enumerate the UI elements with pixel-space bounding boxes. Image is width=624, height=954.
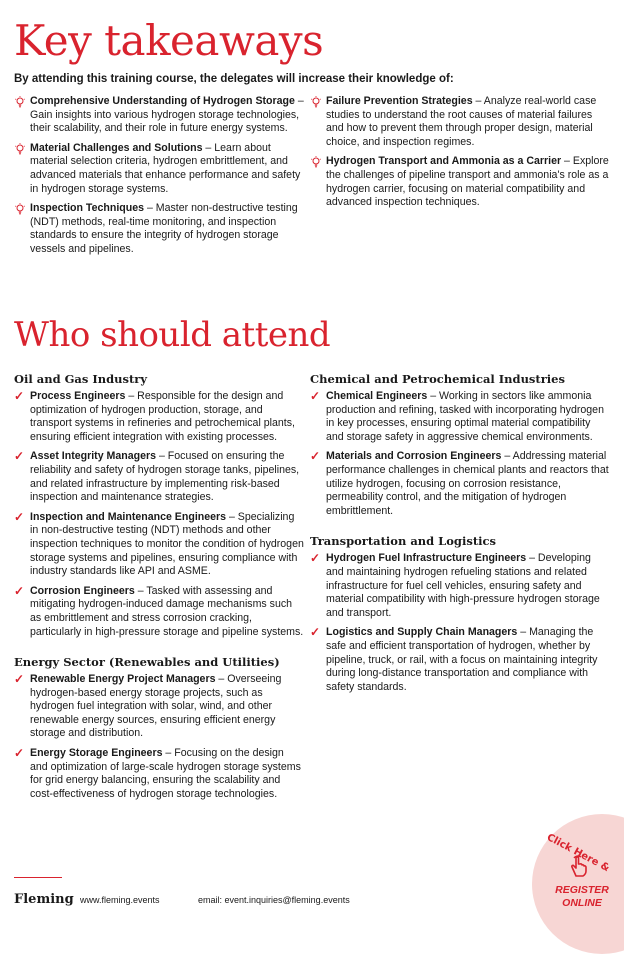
attend-right-column	[310, 372, 610, 700]
group-spacer	[14, 645, 304, 655]
audience-description: – Working in sectors like ammonia production and refining, tasked with incorporating hydrogen in key processes, ensuring optimal material compatibility and storage safety in aggressive chemical environments.	[326, 390, 604, 443]
takeaway-heading: Hydrogen Transport and Ammonia as a Carrier	[326, 155, 562, 168]
takeaways-intro: By attending this training course, the delegates will increase their knowledge of:	[14, 73, 454, 85]
takeaway-text: – Explore the challenges of pipeline transport and ammonia's role as a hydrogen carrier, focusing on material compatibility and advanced inspection techniques.	[326, 155, 609, 209]
takeaways-list-right	[310, 95, 610, 210]
audience-role: Corrosion Engineers	[30, 584, 135, 597]
audience-description: – Developing and maintaining hydrogen refueling stations and related infrastructure for fuel cell vehicles, ensuring safety and material compatibility with high-pressure hydrogen storage and transport.	[326, 552, 600, 619]
audience-item	[310, 450, 610, 518]
audience-role: Inspection and Maintenance Engineers	[30, 510, 227, 523]
takeaway-item	[14, 202, 304, 256]
footer-divider	[14, 877, 62, 878]
checkmark-icon: ✓	[310, 389, 321, 403]
attend-left-column	[14, 372, 304, 807]
takeaways-list-left	[14, 95, 304, 257]
audience-list	[310, 552, 610, 694]
takeaway-heading: Failure Prevention Strategies	[326, 95, 473, 107]
takeaway-heading: Material Challenges and Solutions	[30, 141, 203, 154]
lightbulb-icon	[15, 143, 25, 155]
audience-role: Process Engineers	[30, 390, 126, 402]
website-link[interactable]: www.fleming.events	[80, 895, 160, 905]
checkmark-icon: ✓	[14, 746, 25, 761]
audience-role: Renewable Energy Project Managers	[30, 673, 216, 686]
lightbulb-icon	[311, 96, 321, 108]
audience-role: Asset Integrity Managers	[30, 450, 156, 463]
audience-item	[14, 673, 304, 741]
checkmark-icon: ✓	[310, 449, 321, 464]
key-takeaways-title: Key takeaways	[14, 16, 324, 65]
audience-description: – Overseeing hydrogen-based energy storage projects, such as hydrogen fuel integration with solar, wind, and other renewable energy sources, ensuring efficient energy storage and distribution.	[30, 673, 282, 740]
pointer-hand-icon	[568, 854, 592, 878]
audience-item	[14, 585, 304, 639]
audience-item	[14, 390, 304, 444]
takeaway-item	[14, 95, 304, 136]
takeaway-text: – Master non-destructive testing (NDT) methods, real-time monitoring, and inspection standards to ensure the integrity of hydrogen storage vessels and pipelines.	[30, 202, 298, 255]
audience-item	[14, 450, 304, 504]
audience-item	[14, 747, 304, 801]
takeaway-text: – Learn about material selection criteria, hydrogen embrittlement, and advanced materials that enhance performance and safety in hydrogen storage systems.	[30, 141, 301, 195]
audience-item	[14, 511, 304, 579]
audience-description: – Responsible for the design and optimization of hydrogen production, storage, and transport systems in refineries and petrochemical plants, ensuring efficient integration with existing processes.	[30, 390, 295, 443]
takeaway-item	[310, 155, 610, 209]
checkmark-icon: ✓	[310, 551, 321, 566]
lightbulb-icon	[15, 203, 25, 215]
audience-role: Energy Storage Engineers	[30, 747, 163, 760]
register-online-label: REGISTER ONLINE	[555, 884, 609, 909]
fleming-logo: Fleming	[14, 892, 74, 907]
audience-item	[310, 390, 610, 444]
click-here-label: Click Here &	[544, 832, 612, 875]
audience-group-heading: Energy Sector (Renewables and Utilities)	[14, 655, 280, 670]
group-spacer	[310, 524, 610, 534]
lightbulb-icon	[15, 96, 25, 108]
checkmark-icon: ✓	[14, 672, 25, 687]
audience-group-heading: Oil and Gas Industry	[14, 372, 148, 386]
audience-list	[310, 390, 610, 518]
takeaway-heading: Inspection Techniques	[30, 202, 144, 215]
takeaway-heading: Comprehensive Understanding of Hydrogen Storage	[30, 95, 295, 107]
checkmark-icon: ✓	[14, 389, 25, 403]
audience-item	[310, 552, 610, 620]
lightbulb-icon	[311, 156, 321, 168]
email-link[interactable]: email: event.inquiries@fleming.events	[198, 895, 350, 905]
audience-description: – Focusing on the design and optimization of large-scale hydrogen storage systems for grid energy balancing, ensuring the scalability and cost-effectiveness of hydrogen storage technologies.	[30, 747, 301, 800]
audience-group-heading: Transportation and Logistics	[310, 534, 496, 549]
who-should-attend-title: Who should attend	[14, 315, 331, 355]
register-online-button[interactable]	[532, 814, 624, 954]
audience-description: – Specializing in non-destructive testing (NDT) methods and other inspection techniques to monitor the condition of hydrogen storage systems and pipelines, ensuring compliance with industry standards like API and ASME.	[30, 510, 304, 578]
checkmark-icon: ✓	[14, 509, 25, 524]
audience-role: Chemical Engineers	[326, 390, 428, 402]
audience-description: – Focused on ensuring the reliability and safety of hydrogen storage tanks, pipelines, and related infrastructure by implementing risk-based inspection and maintenance strategies.	[30, 450, 300, 504]
audience-role: Hydrogen Fuel Infrastructure Engineers	[326, 552, 527, 565]
audience-list	[14, 390, 304, 639]
takeaway-text: – Gain insights into various hydrogen storage technologies, their scalability, and their role in future energy systems.	[30, 95, 304, 135]
audience-description: – Tasked with assessing and mitigating hydrogen-induced damage mechanisms such as embrittlement and stress corrosion cracking, particularly in high-pressure storage and pipeline systems.	[30, 584, 304, 638]
audience-role: Logistics and Supply Chain Managers	[326, 626, 518, 639]
checkmark-icon: ✓	[310, 625, 321, 640]
audience-list	[14, 673, 304, 801]
audience-item	[310, 626, 610, 694]
takeaway-item	[310, 95, 610, 149]
takeaway-text: – Analyze real-world case studies to understand the root causes of material failures and how to prevent them through proper design, material choice, and inspection regimes.	[326, 95, 597, 148]
audience-description: – Managing the safe and efficient transportation of hydrogen, whether by pipeline, truck, or rail, with a focus on maintaining integrity during long-distance transportation and compliance with safety standards.	[326, 626, 598, 693]
checkmark-icon: ✓	[14, 449, 25, 464]
takeaway-item	[14, 142, 304, 196]
audience-group-heading: Chemical and Petrochemical Industries	[310, 372, 565, 386]
checkmark-icon: ✓	[14, 583, 25, 598]
takeaways-left-column	[14, 95, 304, 263]
takeaways-right-column	[310, 95, 610, 216]
audience-role: Materials and Corrosion Engineers	[326, 450, 502, 463]
audience-description: – Addressing material performance challenges in chemical plants and reactors that utilize hydrogen, focusing on corrosion resistance, permeability control, and the mitigation of hydrogen embrittlement.	[326, 450, 609, 517]
